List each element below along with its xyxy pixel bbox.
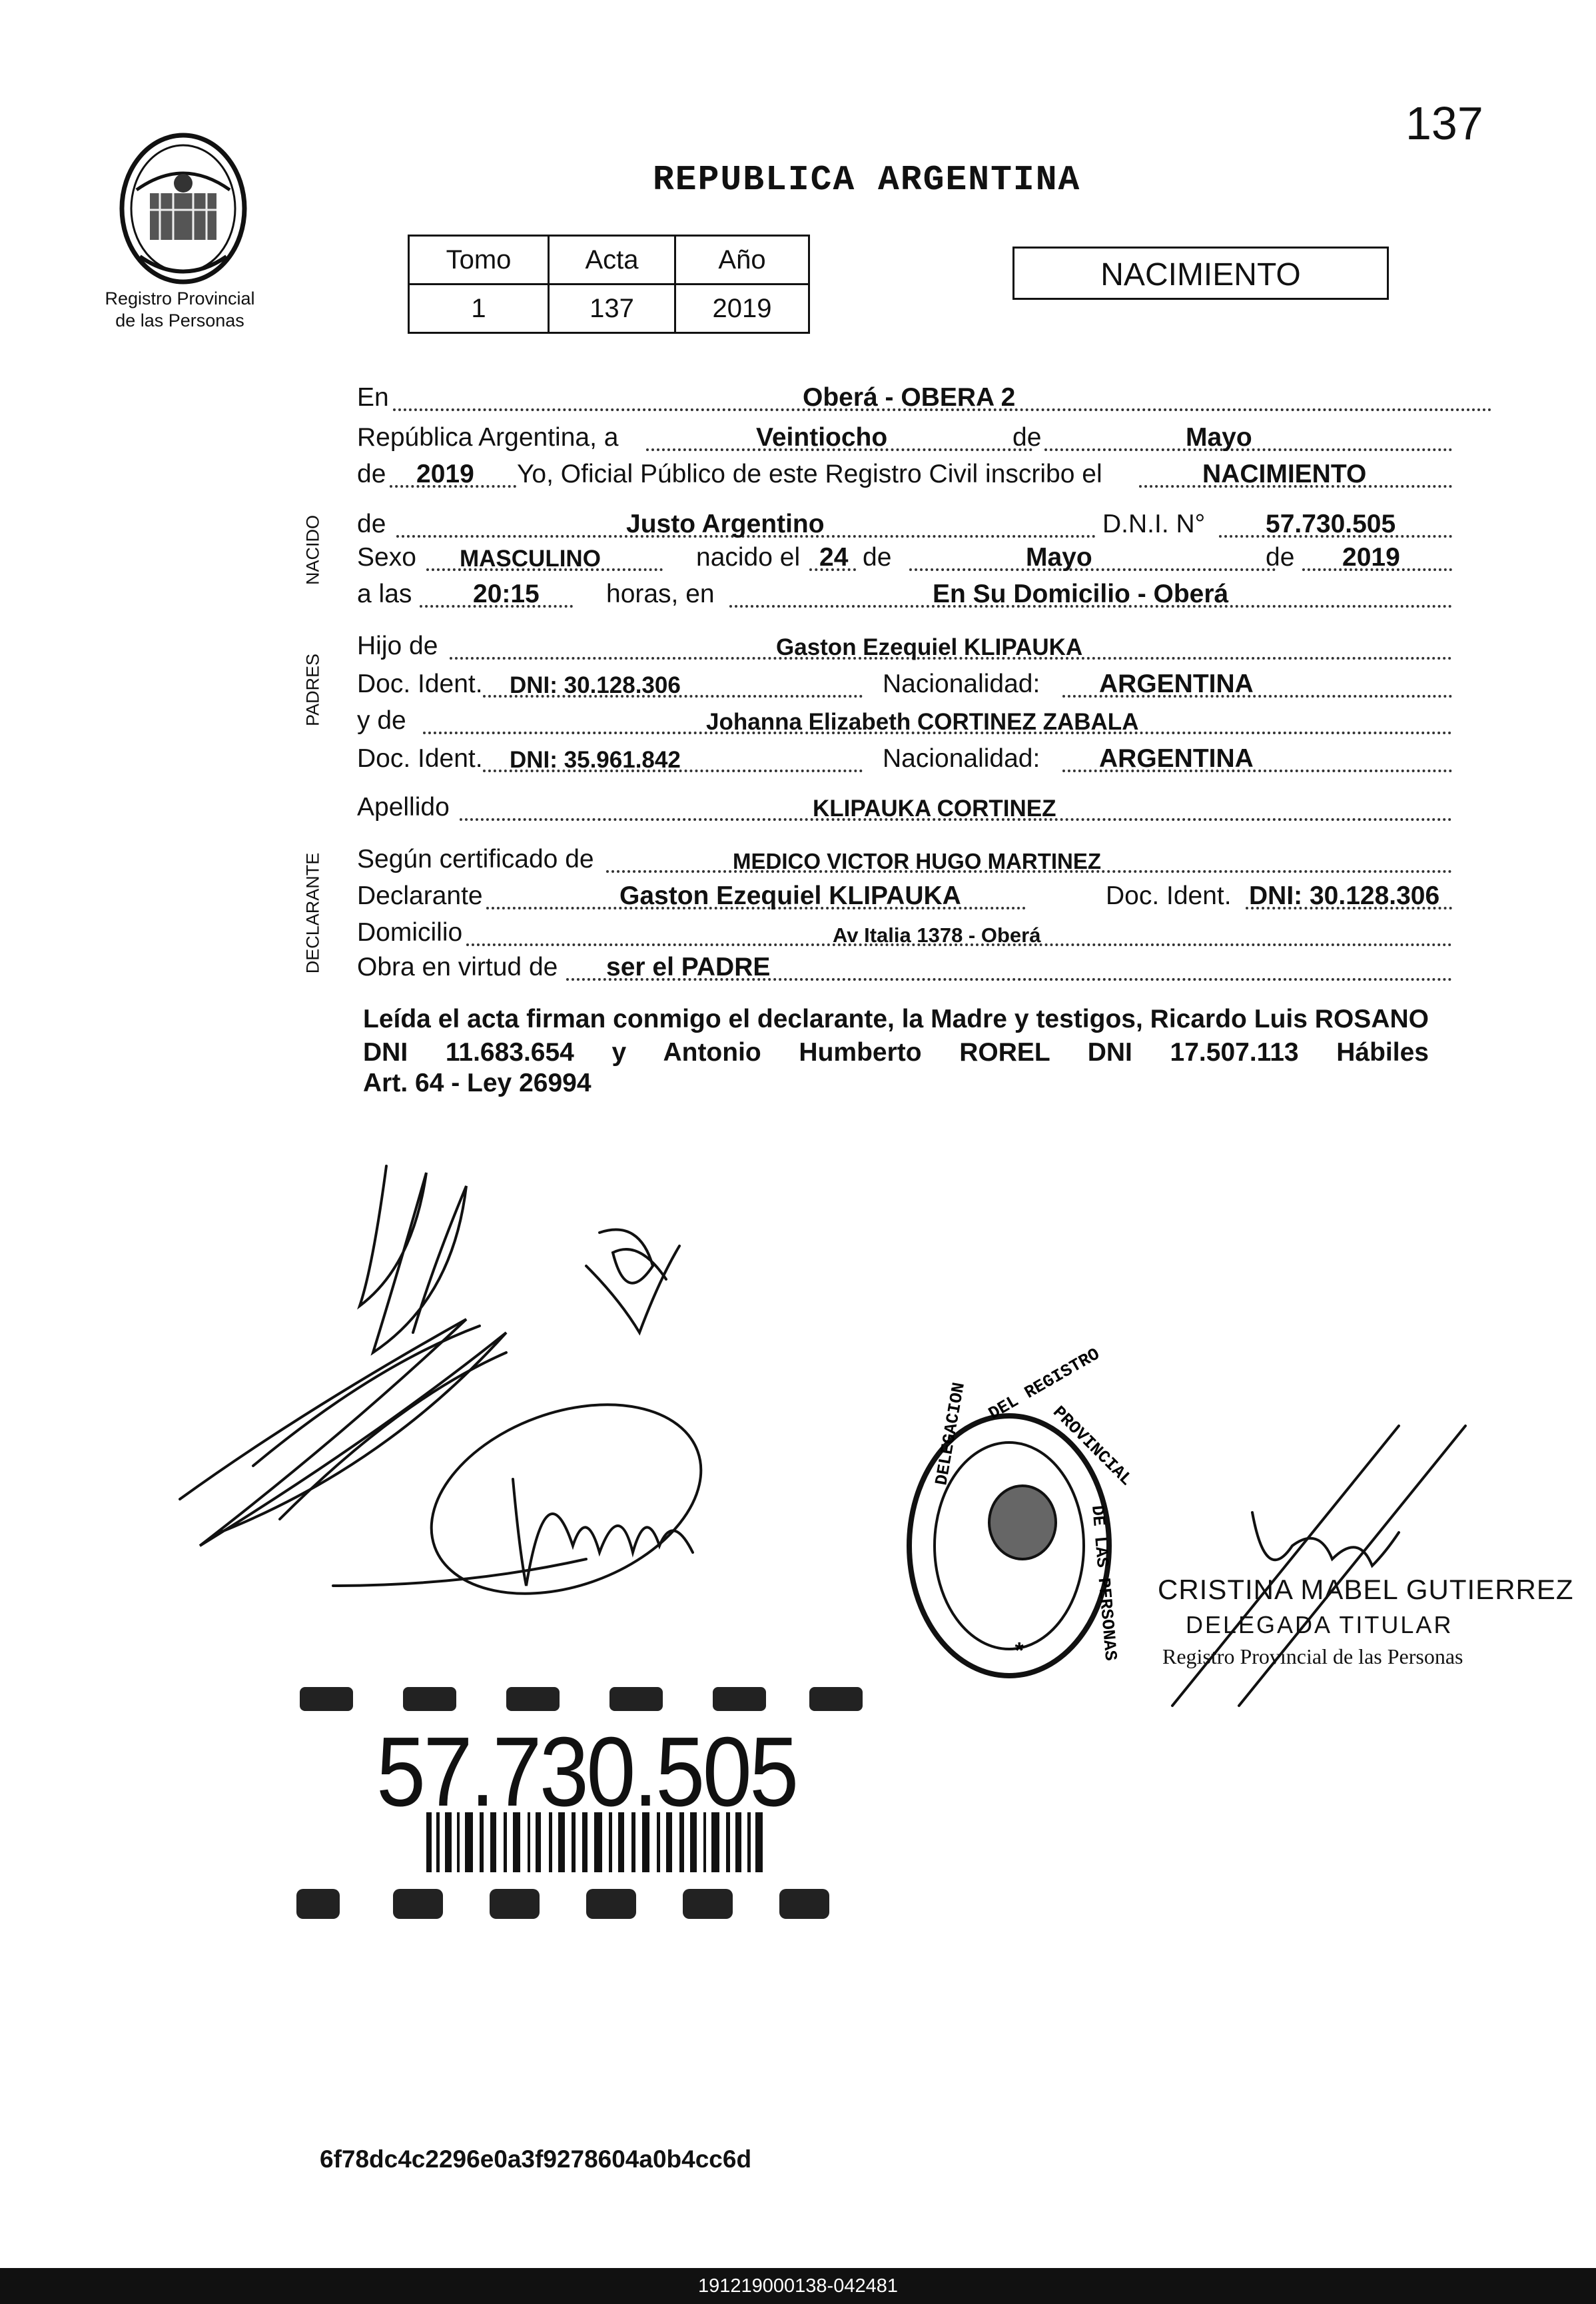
dni-label: D.N.I. N° bbox=[1102, 510, 1206, 538]
address-value: Av Italia 1378 - Oberá bbox=[833, 923, 1041, 947]
child-label: de bbox=[357, 510, 386, 538]
certificate-value: MEDICO VICTOR HUGO MARTINEZ bbox=[733, 849, 1102, 873]
svg-text:DE LAS PERSONAS: DE LAS PERSONAS bbox=[1087, 1504, 1121, 1662]
born-place: En Su Domicilio - Oberá bbox=[933, 580, 1229, 608]
svg-text:DEL REGISTRO: DEL REGISTRO bbox=[985, 1344, 1104, 1424]
signatory-title: DELEGADA TITULAR bbox=[1186, 1611, 1453, 1638]
page-number: 137 bbox=[1405, 97, 1483, 149]
registry-value-tomo: 1 bbox=[409, 285, 549, 333]
declarant-doc: DNI: 30.128.306 bbox=[1249, 881, 1440, 910]
capacity-label: Obra en virtud de bbox=[357, 953, 558, 981]
father-nationality-label: Nacionalidad: bbox=[883, 670, 1040, 698]
born-de-1: de bbox=[863, 543, 892, 572]
dni-value: 57.730.505 bbox=[1266, 510, 1396, 538]
hours-label: horas, en bbox=[606, 580, 715, 608]
registry-header-tomo: Tomo bbox=[409, 236, 549, 285]
emblem-caption-line1: Registro Provincial bbox=[105, 288, 255, 308]
barcode-number: 57.730.505 bbox=[376, 1717, 797, 1827]
registry-header-ano: Año bbox=[675, 236, 809, 285]
place-label: En bbox=[357, 383, 389, 412]
mother-doc: DNI: 35.961.842 bbox=[510, 747, 681, 773]
date-de-2: de bbox=[357, 460, 386, 488]
time-label: a las bbox=[357, 580, 412, 608]
side-label-declarant: DECLARANTE bbox=[302, 852, 323, 974]
emblem-caption-line2: de las Personas bbox=[115, 310, 244, 330]
declarant-doc-label: Doc. Ident. bbox=[1106, 881, 1232, 910]
surname-label: Apellido bbox=[357, 793, 450, 822]
father-doc: DNI: 30.128.306 bbox=[510, 672, 681, 698]
side-label-born: NACIDO bbox=[302, 515, 323, 586]
father-name: Gaston Ezequiel KLIPAUKA bbox=[776, 634, 1083, 660]
day-value: Veintiocho bbox=[756, 423, 888, 452]
time-value: 20:15 bbox=[473, 580, 540, 608]
signatory-org: Registro Provincial de las Personas bbox=[1162, 1644, 1463, 1668]
son-of-label: Hijo de bbox=[357, 632, 438, 660]
born-year: 2019 bbox=[1342, 543, 1400, 572]
country-title: REPUBLICA ARGENTINA bbox=[653, 160, 1081, 200]
document-type-box: NACIMIENTO bbox=[1012, 247, 1389, 300]
mother-nationality: ARGENTINA bbox=[1099, 744, 1254, 773]
born-month: Mayo bbox=[1026, 543, 1092, 572]
date-de-1: de bbox=[1012, 423, 1042, 452]
year-value: 2019 bbox=[416, 460, 474, 488]
father-nationality: ARGENTINA bbox=[1099, 670, 1254, 698]
declarant-label: Declarante bbox=[357, 881, 483, 910]
closing-text-law: Art. 64 - Ley 26994 bbox=[363, 1069, 592, 1097]
father-doc-label: Doc. Ident. bbox=[357, 670, 483, 698]
born-day: 24 bbox=[819, 543, 849, 572]
born-label: nacido el bbox=[696, 543, 801, 572]
mother-name: Johanna Elizabeth CORTINEZ ZABALA bbox=[706, 709, 1139, 735]
certificate-label: Según certificado de bbox=[357, 845, 594, 873]
inscribe-text: Yo, Oficial Público de este Registro Civil inscribo el bbox=[517, 460, 1102, 488]
side-label-parents: PADRES bbox=[302, 653, 323, 727]
svg-text:*: * bbox=[1012, 1641, 1026, 1666]
sex-value: MASCULINO bbox=[460, 546, 601, 572]
child-name: Justo Argentino bbox=[626, 510, 825, 538]
declarant-value: Gaston Ezequiel KLIPAUKA bbox=[619, 881, 961, 910]
registry-value-acta: 137 bbox=[549, 285, 675, 333]
mother-doc-label: Doc. Ident. bbox=[357, 744, 483, 773]
month-value: Mayo bbox=[1186, 423, 1252, 452]
and-of-label: y de bbox=[357, 706, 406, 735]
country-prefix: República Argentina, a bbox=[357, 423, 619, 452]
inscribe-value: NACIMIENTO bbox=[1202, 460, 1367, 488]
born-de-2: de bbox=[1266, 543, 1295, 572]
mother-nationality-label: Nacionalidad: bbox=[883, 744, 1040, 773]
signatory-name: CRISTINA MABEL GUTIERREZ bbox=[1158, 1574, 1574, 1605]
closing-text: Leída el acta firman conmigo el declarante, la Madre y testigos, Ricardo Luis ROSANO DNI 11.683.654 y Antonio Humberto ROREL DNI 17.507.113 Hábiles bbox=[363, 1005, 1429, 1067]
registry-header-acta: Acta bbox=[549, 236, 675, 285]
official-stamp-icon bbox=[909, 1344, 1136, 1676]
address-label: Domicilio bbox=[357, 918, 463, 947]
sex-label: Sexo bbox=[357, 543, 416, 572]
footer-code-bar: 191219000138-042481 bbox=[0, 2268, 1596, 2304]
place-value: Oberá - OBERA 2 bbox=[803, 383, 1016, 412]
registry-value-ano: 2019 bbox=[675, 285, 809, 333]
svg-text:DELEGACION: DELEGACION bbox=[931, 1381, 969, 1487]
svg-text:PROVINCIAL: PROVINCIAL bbox=[1048, 1402, 1136, 1490]
document-hash: 6f78dc4c2296e0a3f9278604a0b4cc6d bbox=[320, 2145, 752, 2173]
surname-value: KLIPAUKA CORTINEZ bbox=[813, 796, 1056, 822]
capacity-value: ser el PADRE bbox=[606, 953, 771, 981]
